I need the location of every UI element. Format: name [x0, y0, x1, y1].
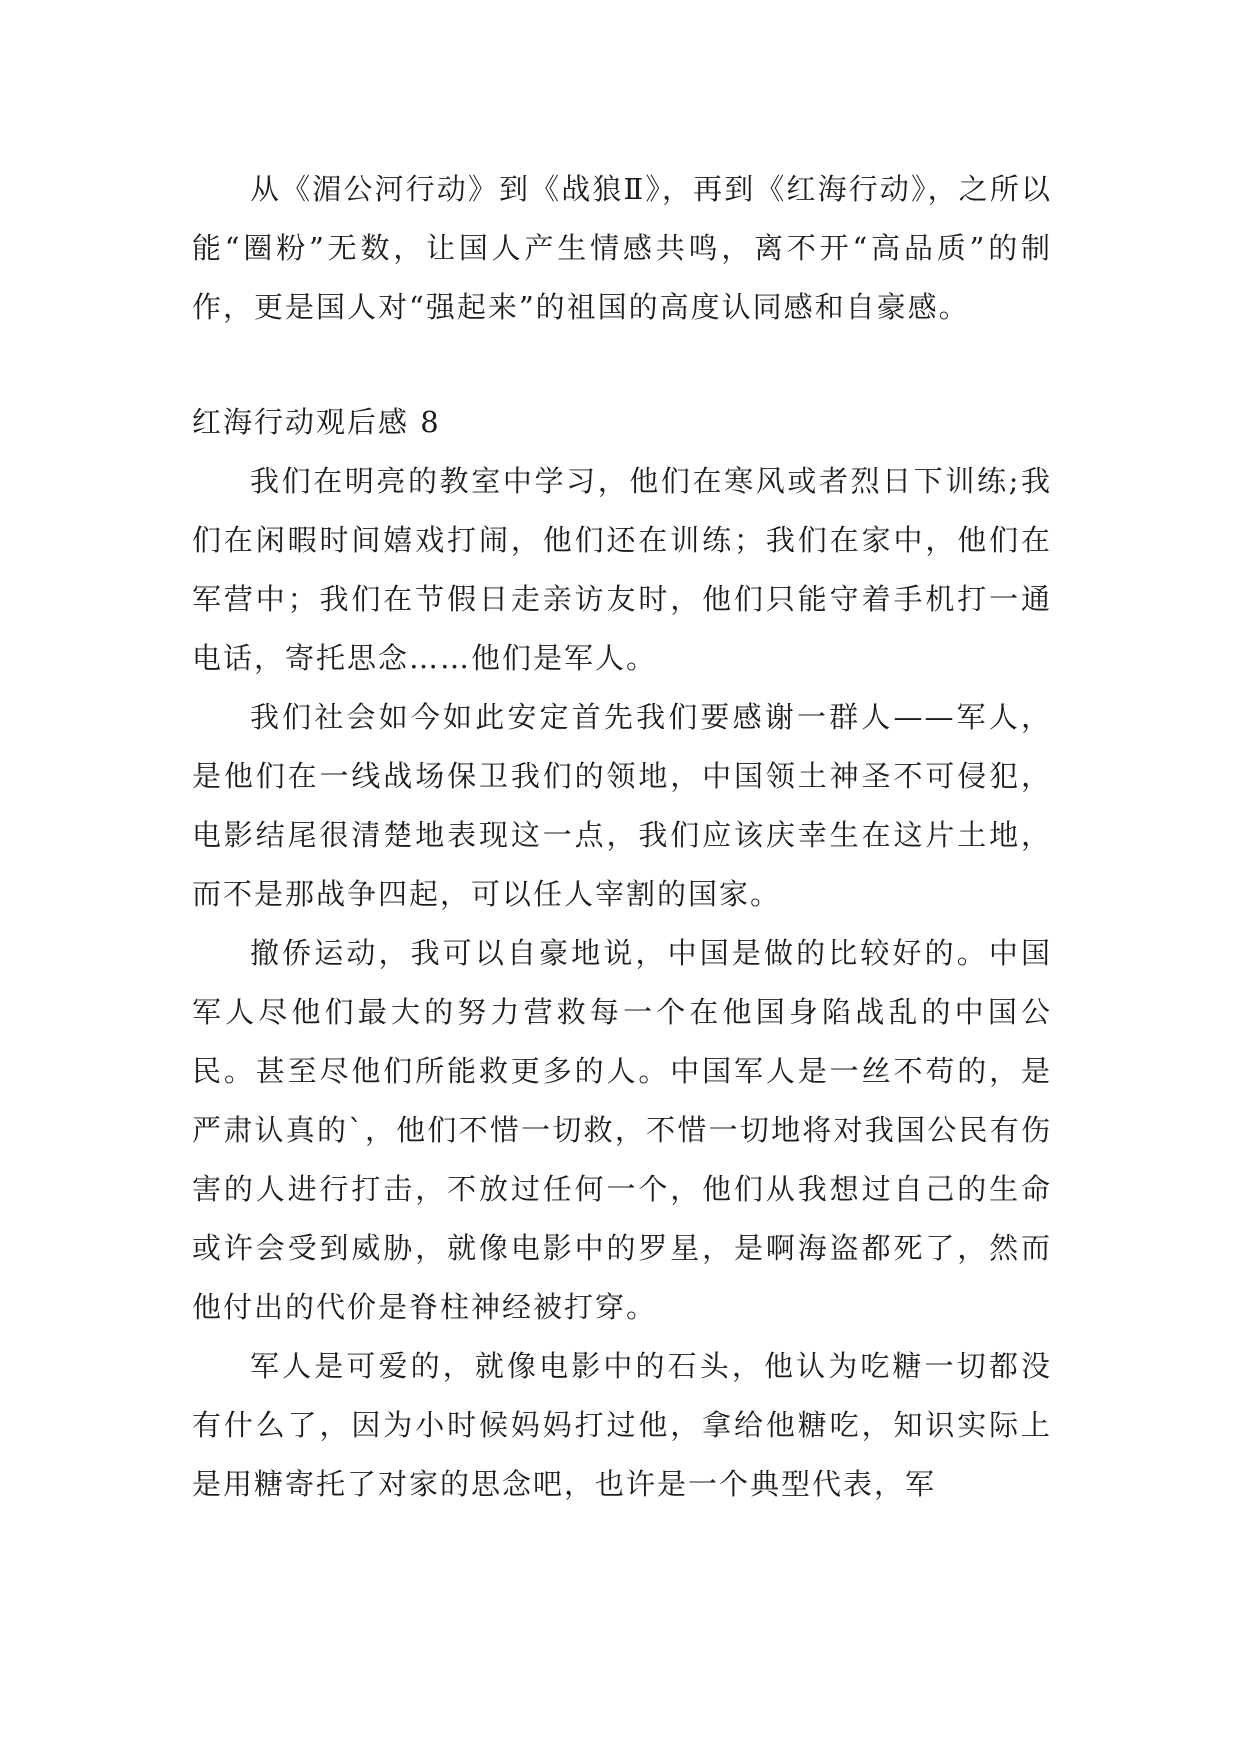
document-body — [192, 160, 1052, 1514]
section-heading: 红海行动观后感 8 — [192, 405, 441, 439]
paragraph-1: 我们在明亮的教室中学习，他们在寒风或者烈日下训练;我们在闲暇时间嬉戏打闹，他们还在训练；我们在家中，他们在军营中；我们在节假日走亲访友时，他们只能守着手机打一通电话，寄托思念……他们是军人。 — [192, 464, 1052, 675]
paragraph-2: 我们社会如今如此安定首先我们要感谢一群人——军人，是他们在一线战场保卫我们的领地，中国领土神圣不可侵犯，电影结尾很清楚地表现这一点，我们应该庆幸生在这片土地，而不是那战争四起，可以任人宰割的国家。 — [192, 700, 1052, 911]
intro-paragraph: 从《湄公河行动》到《战狼Ⅱ》，再到《红海行动》，之所以能“圈粉”无数，让国人产生情感共鸣，离不开“高品质”的制作，更是国人对“强起来”的祖国的高度认同感和自豪感。 — [192, 172, 1052, 324]
paragraph-3: 撤侨运动，我可以自豪地说，中国是做的比较好的。中国军人尽他们最大的努力营救每一个在他国身陷战乱的中国公民。甚至尽他们所能救更多的人。中国军人是一丝不苟的，是严肃认真的`，他们不惜一切救，不惜一切地将对我国公民有伤害的人进行打击，不放过任何一个，他们从我想过自己的生命或许会受到威胁，就像电影中的罗星，是啊海盗都死了，然而他付出的代价是脊柱神经被打穿。 — [192, 936, 1052, 1324]
paragraph-4: 军人是可爱的，就像电影中的石头，他认为吃糖一切都没有什么了，因为小时候妈妈打过他，拿给他糖吃，知识实际上是用糖寄托了对家的思念吧，也许是一个典型代表，军 — [192, 1349, 1052, 1501]
